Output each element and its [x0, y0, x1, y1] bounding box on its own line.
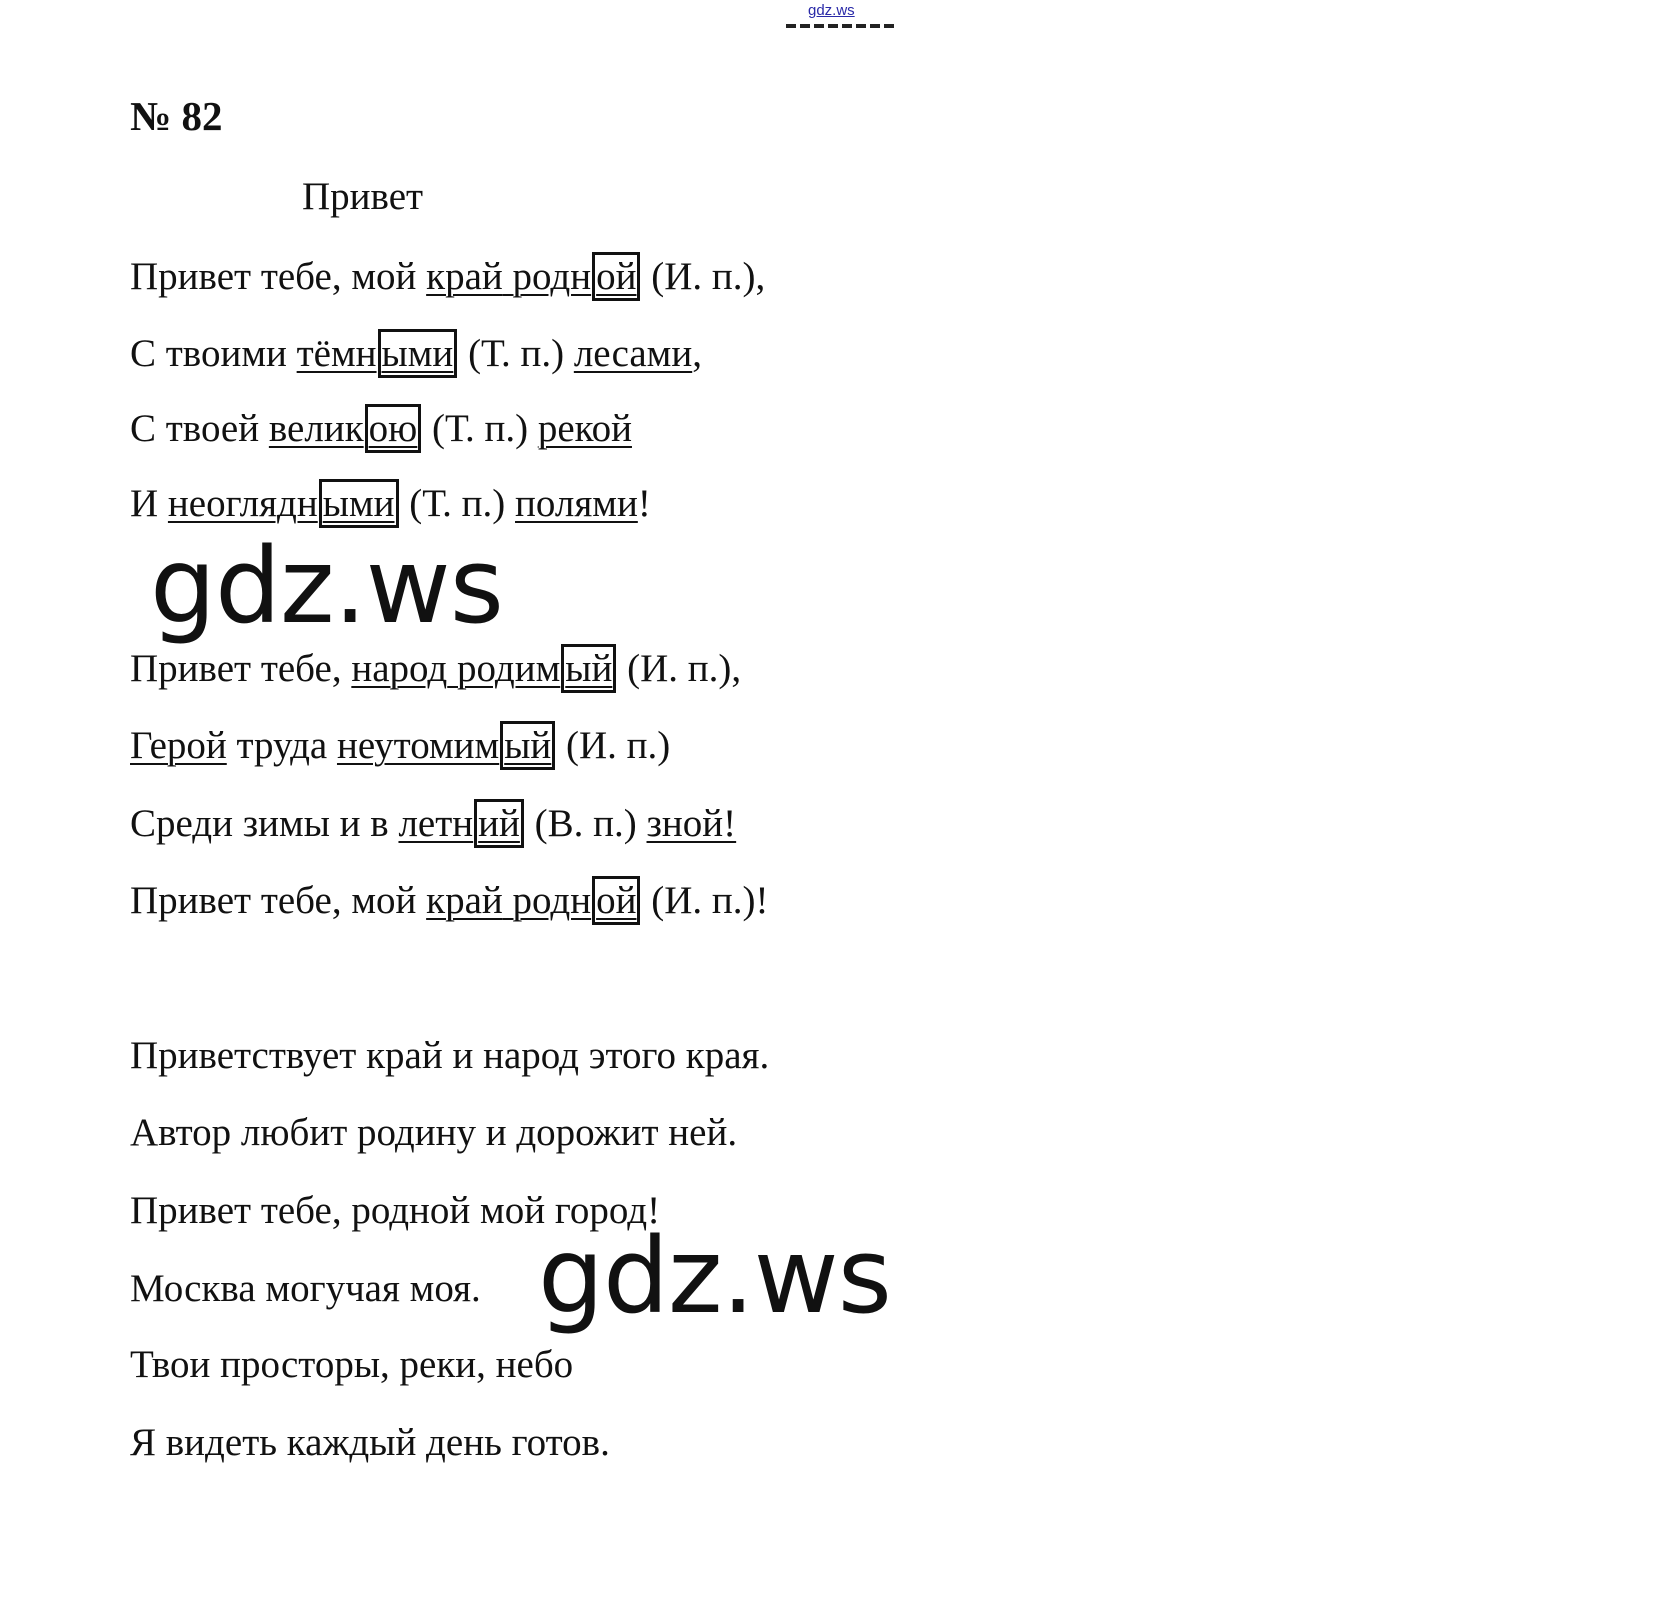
adjective-stem: неутомим [336, 724, 500, 767]
site-watermark: gdz.ws [150, 525, 503, 647]
top-divider [786, 24, 898, 28]
adjective-stem: тёмн [296, 332, 377, 375]
adjective-stem: летн [398, 802, 474, 845]
underlined-noun: зной! [646, 802, 737, 845]
adjective-stem: родн [512, 255, 592, 298]
adjective-ending-box: ою [365, 404, 422, 453]
case-label: (И. п.) [556, 724, 671, 767]
adjective-stem: родн [512, 879, 592, 922]
poem-line [130, 803, 736, 846]
space [503, 255, 513, 298]
case-label: (Т. п.) [458, 332, 574, 375]
text: труда [226, 724, 337, 767]
underlined-noun: Герой [130, 724, 227, 767]
answer-line: Привет тебе, родной мой город! [130, 1189, 661, 1232]
space [447, 647, 457, 690]
poem-line [130, 256, 765, 299]
underlined-noun: лесами [573, 332, 693, 375]
site-watermark: gdz.ws [538, 1215, 891, 1337]
text: Среди зимы и в [130, 802, 399, 845]
underlined-adjective [269, 407, 422, 450]
answer-line: Автор любит родину и дорожит ней. [130, 1111, 738, 1154]
underlined-adjective [398, 802, 524, 845]
space [503, 879, 513, 922]
underlined-phrase [426, 879, 641, 922]
case-label: (И. п.)! [641, 879, 769, 922]
punctuation: ! [637, 482, 651, 525]
poem-line [130, 333, 702, 376]
underlined-adjective [297, 332, 459, 375]
adjective-ending-box: ыми [378, 329, 458, 378]
case-label: (В. п.) [524, 802, 647, 845]
case-label: (Т. п.) [422, 407, 538, 450]
poem-line [130, 408, 632, 451]
poem-title: Привет [302, 175, 424, 218]
poem-line [130, 483, 651, 526]
text: Привет тебе, [130, 647, 352, 690]
underlined-phrase [426, 255, 641, 298]
text: С твоими [130, 332, 297, 375]
noun: народ [351, 647, 448, 690]
adjective-stem: родим [456, 647, 561, 690]
text: С твоей [130, 407, 269, 450]
poem-line [130, 725, 670, 768]
answer-line: Твои просторы, реки, небо [130, 1343, 574, 1386]
text: Привет тебе, мой [130, 879, 427, 922]
adjective-stem: велик [268, 407, 364, 450]
adjective-ending-box: ий [474, 799, 524, 848]
underlined-noun: рекой [537, 407, 632, 450]
underlined-noun: полями [515, 482, 638, 525]
answer-line: Приветствует край и народ этого края. [130, 1034, 770, 1077]
adjective-stem: неоглядн [167, 482, 318, 525]
text: Привет тебе, мой [130, 255, 427, 298]
poem-line [130, 648, 741, 691]
case-label: (И. п.), [641, 255, 766, 298]
adjective-ending-box: ый [500, 721, 555, 770]
text: И [130, 482, 168, 525]
task-number: № 82 [130, 93, 223, 139]
adjective-ending-box: ой [592, 876, 640, 925]
answer-line: Я видеть каждый день готов. [130, 1421, 610, 1464]
case-label: (Т. п.) [399, 482, 516, 525]
adjective-ending-box: ый [561, 644, 616, 693]
noun: край [426, 255, 503, 298]
punctuation: , [692, 332, 702, 375]
underlined-adjective [337, 724, 556, 767]
adjective-ending-box: ыми [319, 479, 399, 528]
site-watermark-small: gdz.ws [808, 2, 855, 19]
noun: край [426, 879, 503, 922]
answer-line: Москва могучая моя. [130, 1267, 481, 1310]
case-label: (И. п.), [617, 647, 742, 690]
poem-line [130, 880, 768, 923]
underlined-adjective [168, 482, 400, 525]
underlined-phrase [351, 647, 617, 690]
adjective-ending-box: ой [592, 252, 640, 301]
